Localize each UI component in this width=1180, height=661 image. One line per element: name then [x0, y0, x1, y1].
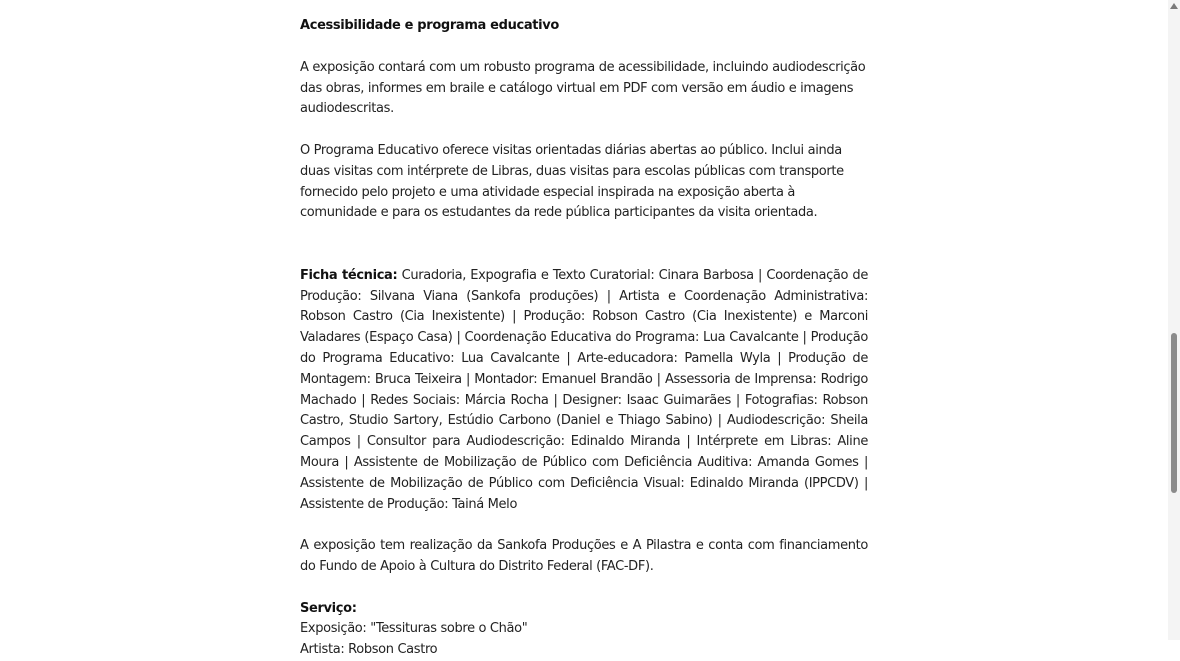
funding-paragraph: A exposição tem realização da Sankofa Produções e A Pilastra e conta com financiamento do Fundo de Apoio à Cultura do Distrito Federal (FAC-DF). [300, 538, 868, 574]
article-body [300, 16, 868, 661]
spacer [300, 245, 868, 266]
service-exhibition: Exposição: "Tessituras sobre o Chão" [300, 621, 528, 637]
educational-program-paragraph: O Programa Educativo oferece visitas orientadas diárias abertas ao público. Inclui ainda duas visitas com intérprete de Libras, duas visitas para escolas públicas com transporte fornecido pelo projeto e uma atividade especial inspirada na exposição aberta à comunidade e para os estudantes da rede pública participantes da visita orientada. [300, 142, 844, 221]
accessibility-paragraph: A exposição contará com um robusto programa de acessibilidade, incluindo audiodescrição das obras, informes em braile e catálogo virtual em PDF com versão em áudio e imagens audiodescritas. [300, 59, 866, 117]
scroll-up-arrow-icon[interactable] [1170, 3, 1178, 9]
vertical-scrollbar[interactable] [1168, 0, 1180, 640]
credits-paragraph [300, 266, 868, 516]
service-artist: Artista: Robson Castro [300, 642, 438, 658]
credits-text: Curadoria, Expografia e Texto Curatorial: Cinara Barbosa | Coordenação de Produção: Silvana Viana (Sankofa produções) | Artista e Coordenação Administrativa: Robson Castro (Cia Inexistente) | Produção: Robson Castro (Cia Inexistente) e Marconi Valadares (Espaço Casa) | Coordenação Educativa do Programa: Lua Cavalcante | Produção do Programa Educativo: Lua Cavalcante | Arte-educadora: Pamella Wyla | Produção de Montagem: Bruca Teixeira | Montador: Emanuel Brandão | Assessoria de Imprensa: Rodrigo Machado | Redes Sociais: Márcia Rocha | Designer: Isaac Guimarães | Fotografias: Robson Castro, Studio Sartory, Estúdio Carbono (Daniel e Thiago Sabino) | Audiodescrição: Sheila Campos | Consultor para Audiodescrição: Edinaldo Miranda | Intérprete em Libras: Aline Moura | Assistente de Mobilização de Público com Deficiência Auditiva: Amanda Gomes | Assistente de Mobilização de Público com Deficiência Visual: Edinaldo Miranda (IPPCDV) | Assistente de Produção: Tainá Melo [300, 267, 868, 512]
section-heading-accessibility: Acessibilidade e programa educativo [300, 18, 559, 33]
service-label: Serviço: [300, 600, 357, 616]
service-block [300, 599, 868, 661]
scrollbar-thumb[interactable] [1171, 333, 1177, 493]
credits-label: Ficha técnica: [300, 267, 398, 283]
